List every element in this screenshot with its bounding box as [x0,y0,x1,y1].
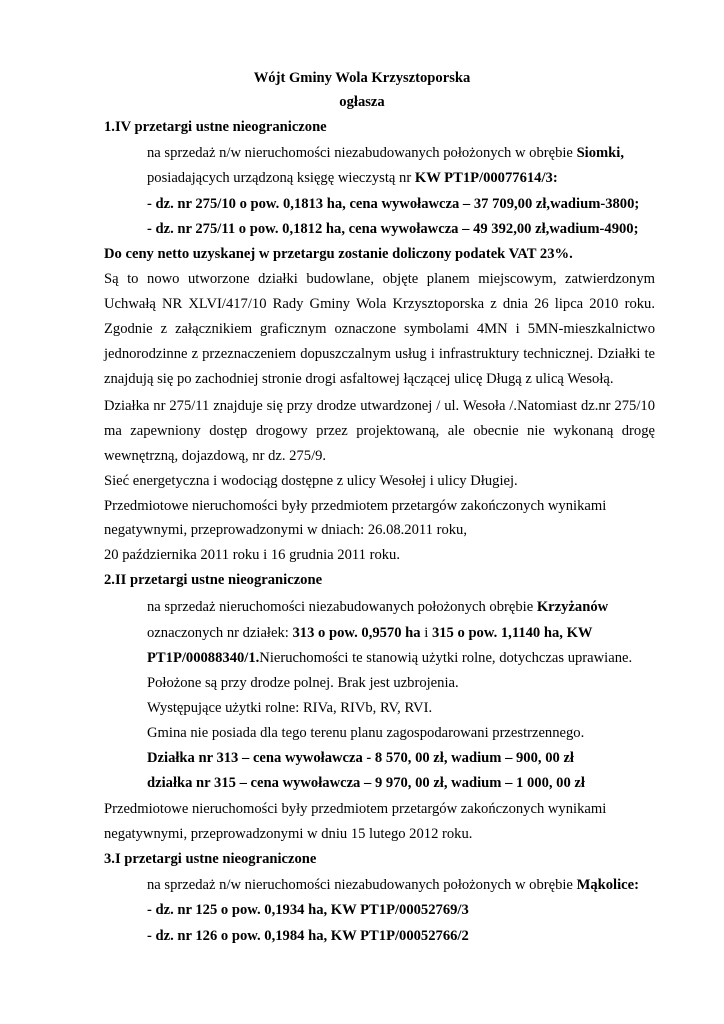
section1-body-line: wewnętrzną, dojazdową, nr dz. 275/9. [104,448,327,464]
section1-body-line: ma zapewniony dostęp drogowy przez projektowaną, ale obecnie nie wykonaną drogę [104,423,655,439]
section3-parcel-126: - dz. nr 126 o pow. 0,1984 ha, KW PT1P/00052766/2 [147,928,469,944]
section1-body-line: znajdują się po zachodniej stronie drogi asfaltowej łączącej ulicę Długą z ulicą Wesołą. [104,371,614,387]
section2-parcels: oznaczonych nr działek: 313 o pow. 0,9570 ha i 315 o pow. 1,1140 ha, KW [147,625,593,641]
section2-heading: 2.II przetargi ustne nieograniczone [104,572,323,588]
section1-parcel-1: - dz. nr 275/10 o pow. 0,1813 ha, cena wywoławcza – 37 709,00 zł,wadium-3800; [147,196,640,212]
section2-intro: na sprzedaż nieruchomości niezabudowanych położonych obrębie Krzyżanów [147,599,609,615]
section2-price-313: Działka nr 313 – cena wywoławcza - 8 570, 00 zł, wadium – 900, 00 zł [147,750,574,766]
section3-intro: na sprzedaż n/w nieruchomości niezabudowanych położonych w obrębie Mąkolice: [147,877,639,893]
section3-heading: 3.I przetargi ustne nieograniczone [104,851,317,867]
section1-body-line: Sieć energetyczna i wodociąg dostępne z ulicy Wesołej i ulicy Długiej. [104,473,518,489]
section1-body-line: Przedmiotowe nieruchomości były przedmiotem przetargów zakończonych wynikami [104,498,607,514]
section1-intro: na sprzedaż n/w nieruchomości niezabudowanych położonych w obrębie Siomki, [147,145,625,161]
announces-title: ogłasza [339,94,385,110]
section3-parcel-125: - dz. nr 125 o pow. 0,1934 ha, KW PT1P/00052769/3 [147,902,469,918]
section1-body-line: jednorodzinne z przeznaczeniem dopuszczalnym usług i infrastruktury technicznej. Działki te [104,346,655,362]
section1-kw: posiadających urządzoną księgę wieczystą nr KW PT1P/00077614/3: [147,170,558,186]
section1-body-line: Zgodnie z załącznikiem graficznym oznaczone symbolami 4MN i 5MN-mieszkalnictwo [104,321,655,337]
section1-body-line: negatywnymi, przeprowadzonymi w dniach: 26.08.2011 roku, [104,522,468,538]
section2-land-use: Występujące użytki rolne: RIVa, RIVb, RV, RVI. [147,700,433,716]
section2-location: Położone są przy drodze polnej. Brak jest uzbrojenia. [147,675,459,691]
section2-plan-note: Gmina nie posiada dla tego terenu planu zagospodarowani przestrzennego. [147,725,585,741]
section1-heading: 1.IV przetargi ustne nieograniczone [104,119,327,135]
section1-body-line: 20 października 2011 roku i 16 grudnia 2011 roku. [104,547,400,563]
section1-body-line: Działka nr 275/11 znajduje się przy drodze utwardzonej / ul. Wesoła /.Natomiast dz.nr 275/10 [104,398,655,414]
section2-history: Przedmiotowe nieruchomości były przedmiotem przetargów zakończonych wynikami [104,801,607,817]
section1-body-line: Uchwałą NR XLVI/417/10 Rady Gminy Wola Krzysztoporska z dnia 26 lipca 2010 roku. [104,296,655,312]
section2-price-315: działka nr 315 – cena wywoławcza – 9 970, 00 zł, wadium – 1 000, 00 zł [147,775,585,791]
section1-parcel-2: - dz. nr 275/11 o pow. 0,1812 ha, cena wywoławcza – 49 392,00 zł,wadium-4900; [147,221,639,237]
section1-body-line: Są to nowo utworzone działki budowlane, objęte planem miejscowym, zatwierdzonym [104,271,655,287]
section2-kw: PT1P/00088340/1.Nieruchomości te stanowią użytki rolne, dotychczas uprawiane. [147,650,633,666]
section2-history: negatywnymi, przeprowadzonymi w dniu 15 lutego 2012 roku. [104,826,473,842]
vat-note: Do ceny netto uzyskanej w przetargu zostanie doliczony podatek VAT 23%. [104,246,573,262]
issuer-title: Wójt Gminy Wola Krzysztoporska [253,70,471,86]
